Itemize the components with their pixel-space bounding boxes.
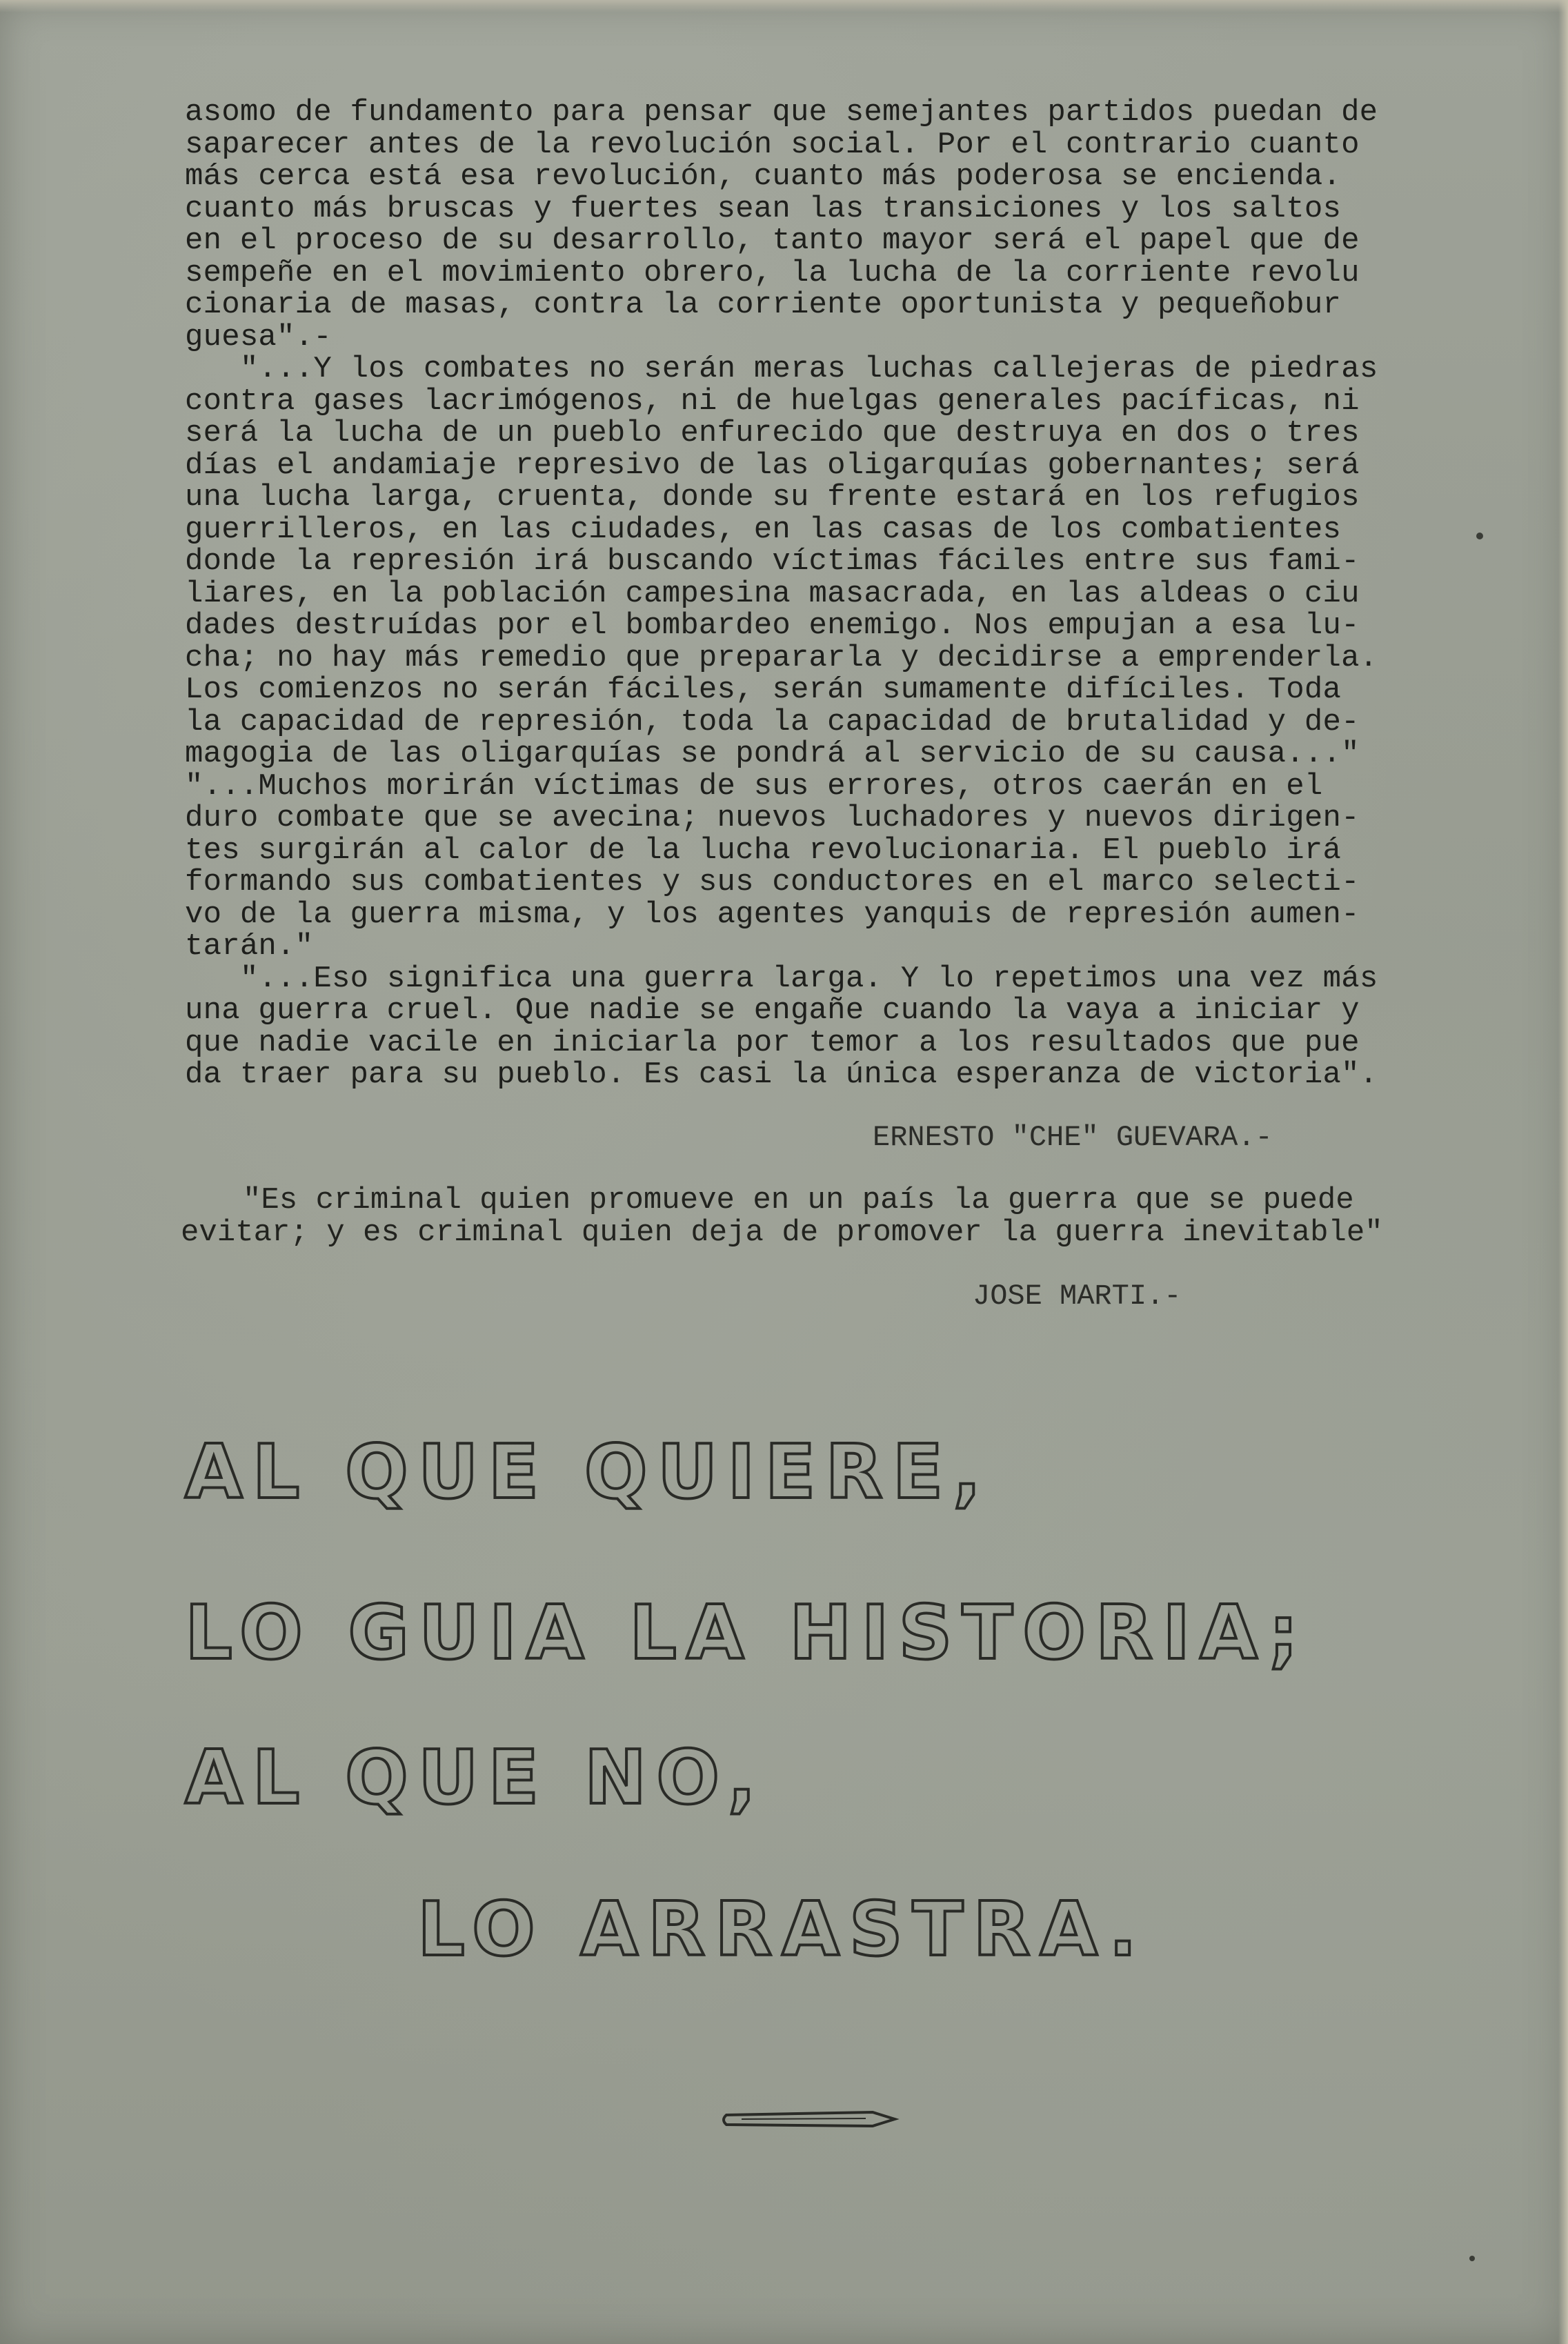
text-line: la capacidad de represión, toda la capacidad de brutalidad y de-: [185, 704, 1360, 739]
marti-quote: [181, 1184, 1491, 1249]
text-line: guesa".-: [185, 319, 332, 355]
text-line: duro combate que se avecina; nuevos luchadores y nuevos dirigen-: [185, 801, 1360, 835]
text-line: magogia de las oligarquías se pondrá al servicio de su causa...": [185, 737, 1360, 771]
text-line: vo de la guerra misma, y los agentes yanquis de represión aumen-: [185, 897, 1360, 932]
text-line: cha; no hay más remedio que prepararla y decidirse a emprenderla.: [185, 640, 1378, 675]
text-line: días el andamiaje represivo de las oligarquías gobernantes; será: [185, 448, 1360, 483]
signature-jose-marti: JOSE MARTI.-: [973, 1280, 1182, 1313]
text-line: "...Y los combates no serán meras luchas callejeras de piedras: [240, 352, 1378, 386]
text-line: más cerca está esa revolución, cuanto más poderosa se encienda.: [185, 159, 1342, 194]
typed-text-block: [185, 97, 1482, 1091]
text-line: formando sus combatientes y sus conductores en el marco selecti-: [185, 865, 1360, 900]
text-line: tarán.": [185, 929, 314, 964]
text-line: asomo de fundamento para pensar que semejantes partidos puedan de: [185, 95, 1378, 130]
text-line: una guerra cruel. Que nadie se engañe cuando la vaya a iniciar y: [185, 993, 1360, 1028]
text-line: que nadie vacile en iniciarla por temor a los resultados que pue: [185, 1025, 1360, 1060]
text-line: evitar; y es criminal quien deja de promover la guerra inevitable": [181, 1215, 1383, 1250]
slogan-line-4: LO ARRASTRA.: [417, 1887, 1147, 1973]
text-line: "...Eso significa una guerra larga. Y lo repetimos una vez más: [240, 961, 1378, 996]
text-line: Los comienzos no serán fáciles, serán sumamente difíciles. Toda: [185, 673, 1342, 707]
text-line: dades destruídas por el bombardeo enemigo. Nos empujan a esa lu-: [185, 608, 1360, 643]
text-line: en el proceso de su desarrollo, tanto mayor será el papel que de: [185, 224, 1360, 258]
text-line: liares, en la población campesina masacrada, en las aldeas o ciu: [185, 576, 1360, 611]
ink-speck: [1469, 2256, 1475, 2261]
text-line: tes surgirán al calor de la lucha revolucionaria. El pueblo irá: [185, 833, 1342, 868]
text-line: "...Muchos morirán víctimas de sus errores, otros caerán en el: [185, 768, 1323, 804]
ink-speck: [1476, 533, 1483, 539]
signature-che-guevara: ERNESTO "CHE" GUEVARA.-: [873, 1121, 1273, 1154]
text-line: da traer para su pueblo. Es casi la única esperanza de victoria".: [185, 1057, 1378, 1092]
text-line: una lucha larga, cruenta, donde su frente estará en los refugios: [185, 480, 1360, 515]
text-line: sempeñe en el movimiento obrero, la lucha de la corriente revolu: [185, 255, 1360, 290]
text-line: guerrilleros, en las ciudades, en las casas de los combatientes: [185, 512, 1342, 547]
slogan-line-3: AL QUE NO,: [185, 1735, 766, 1821]
text-line: será la lucha de un pueblo enfurecido que destruya en dos o tres: [185, 416, 1360, 450]
pencil-ornament-icon: [721, 2105, 900, 2133]
text-line: cionaria de masas, contra la corriente oportunista y pequeñobur: [185, 288, 1342, 322]
text-line: contra gases lacrimógenos, ni de huelgas generales pacíficas, ni: [185, 384, 1360, 419]
text-line: cuanto más bruscas y fuertes sean las transiciones y los saltos: [185, 191, 1342, 226]
text-line: donde la represión irá buscando víctimas fáciles entre sus fami-: [185, 544, 1360, 579]
slogan-line-1: AL QUE QUIERE,: [185, 1429, 991, 1516]
text-line: saparecer antes de la revolución social. Por el contrario cuanto: [185, 127, 1360, 162]
slogan-line-2: LO GUIA LA HISTORIA;: [185, 1590, 1309, 1676]
text-line: "Es criminal quien promueve en un país la guerra que se puede: [243, 1183, 1354, 1218]
